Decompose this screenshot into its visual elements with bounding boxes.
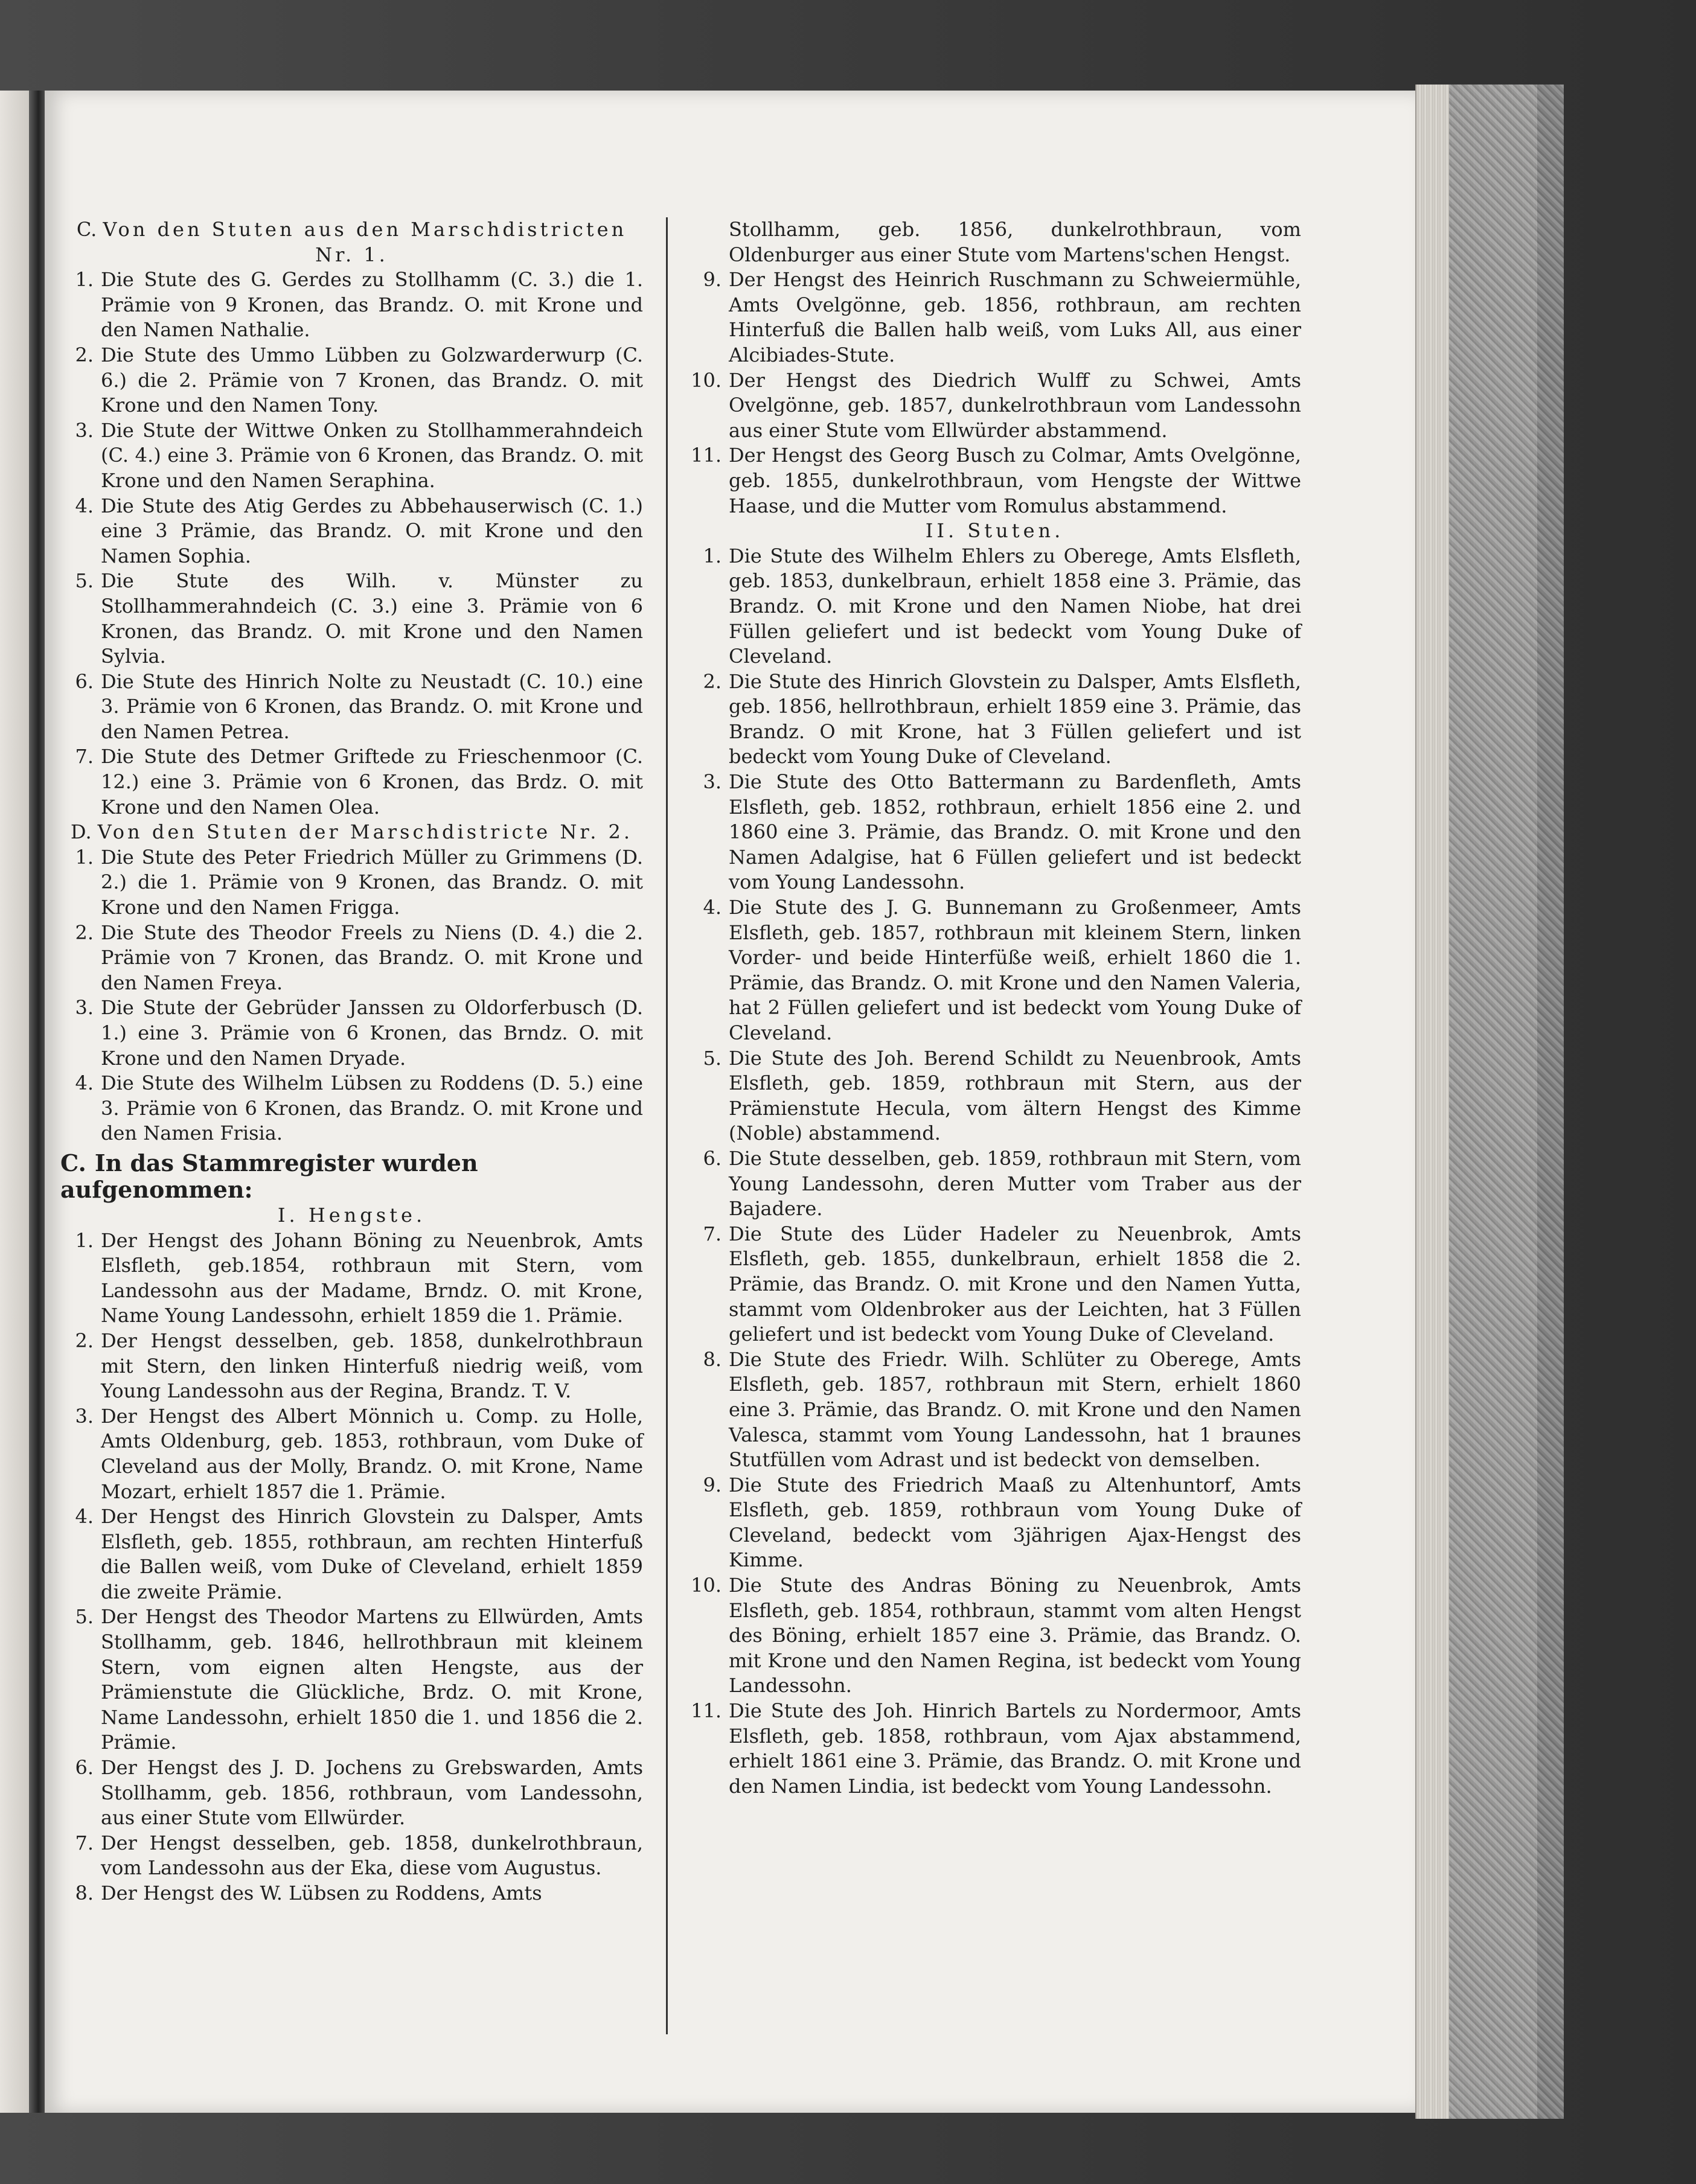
heading-text: Von den Stuten der Marschdistricte Nr. 2. xyxy=(97,820,633,844)
list-item: 9. Der Hengst des Heinrich Ruschmann zu Schweiermühle, Amts Ovelgönne, geb. 1856, rothbraun, am rechten Hinterfuß die Ballen halb weiß, vom Luks All, aus einer Alcibiades-Stute. xyxy=(703,268,1301,366)
list-item: 6. Die Stute desselben, geb. 1859, rothbraun mit Stern, vom Young Landessohn, deren Mutter vom Traber aus der Bajadere. xyxy=(703,1146,1301,1221)
entries-stuten xyxy=(688,544,1301,1799)
list-item: 3. Der Hengst des Albert Mönnich u. Comp. zu Holle, Amts Oldenburg, geb. 1853, rothbraun, vom Duke of Cleveland aus der Molly, Brandz. O. mit Krone, Name Mozart, erhielt 1857 die 1. Prämie. xyxy=(75,1404,643,1503)
list-item: 8. Die Stute des Friedr. Wilh. Schlüter zu Oberege, Amts Elsfleth, geb. 1857, rothbraun mit Stern, erhielt 1860 eine 3. Prämie, das Brandz. O. mit Krone und den Namen Valesca, stammt vom Young Landessohn, hat 1 braunes Stutfüllen vom Adrast und ist bedeckt von demselben. xyxy=(703,1347,1301,1472)
list-item: 5. Die Stute des Wilh. v. Münster zu Stollhammerahndeich (C. 3.) eine 3. Prämie von 6 Kronen, das Brandz. O. mit Krone und den Namen Sylvia. xyxy=(75,569,643,668)
list-item: 7. Der Hengst desselben, geb. 1858, dunkelrothbraun, vom Landessohn aus der Eka, diese vom Augustus. xyxy=(75,1831,643,1880)
list-item: 5. Die Stute des Joh. Berend Schildt zu Neuenbrook, Amts Elsfleth, geb. 1859, rothbraun mit Stern, aus der Prämienstute Hecula, vom ältern Hengst des Kimme (Noble) abstammend. xyxy=(703,1046,1301,1145)
heading-marsch-2 xyxy=(60,820,643,845)
list-item: 2. Die Stute des Hinrich Glovstein zu Dalsper, Amts Elsfleth, geb. 1856, hellrothbraun, erhielt 1859 eine 3. Prämie, das Brandz. O mit Krone, hat 3 Füllen geliefert und ist bedeckt vom Young Duke of Cleveland. xyxy=(703,669,1301,768)
list-item: 1. Die Stute des Peter Friedrich Müller zu Grimmens (D. 2.) die 1. Prämie von 9 Kronen, das Brandz. O. mit Krone und den Namen Frigga. xyxy=(75,845,643,919)
list-item: 4. Der Hengst des Hinrich Glovstein zu Dalsper, Amts Elsfleth, geb. 1855, rothbraun, am rechten Hinterfuß die Ballen weiß, vom Duke of Cleveland, erhielt 1859 die zweite Prämie. xyxy=(75,1505,643,1603)
subhead-stuten: II. Stuten. xyxy=(925,519,1064,543)
section-label: C. xyxy=(60,1149,86,1177)
list-item: 2. Der Hengst desselben, geb. 1858, dunkelrothbraun mit Stern, den linken Hinterfuß niedrig weiß, vom Young Landessohn aus der Regina, Brandz. T. V. xyxy=(75,1329,643,1403)
continuation-text: Stollhamm, geb. 1856, dunkelrothbraun, vom Oldenburger aus einer Stute vom Martens'schen Hengst. xyxy=(729,218,1301,266)
entries-marsch-1 xyxy=(60,267,643,820)
list-item: 3. Die Stute der Gebrüder Janssen zu Oldorferbusch (D. 1.) eine 3. Prämie von 6 Kronen, das Brndz. O. mit Krone und den Namen Dryade. xyxy=(75,996,643,1070)
list-item: 3. Die Stute des Otto Battermann zu Bardenfleth, Amts Elsfleth, geb. 1852, rothbraun, erhielt 1856 eine 2. und 1860 eine 3. Prämie, das Brandz. O. mit Krone und den Namen Adalgise, hat 6 Füllen geliefert und ist bedeckt vom Young Landessohn. xyxy=(703,770,1301,894)
list-item: 1. Die Stute des G. Gerdes zu Stollhamm (C. 3.) die 1. Prämie von 9 Kronen, das Brandz. O. mit Krone und den Namen Nathalie. xyxy=(75,268,643,342)
list-item: 2. Die Stute des Ummo Lübben zu Golzwarderwurp (C. 6.) die 2. Prämie von 7 Kronen, das Brandz. O. mit Krone und den Namen Tony. xyxy=(75,343,643,417)
entries-hengste-continued xyxy=(688,267,1301,519)
list-item: 7. Die Stute des Lüder Hadeler zu Neuenbrok, Amts Elsfleth, geb. 1855, dunkelbraun, erhielt 1858 die 2. Prämie, das Brandz. O. mit Krone und den Namen Yutta, stammt vom Oldenbroker aus der Leichten, hat 3 Füllen geliefert und ist bedeckt vom Young Duke of Cleveland. xyxy=(703,1222,1301,1346)
right-column xyxy=(688,217,1301,1799)
entries-hengste xyxy=(60,1228,643,1906)
list-item: 4. Die Stute des J. G. Bunnemann zu Großenmeer, Amts Elsfleth, geb. 1857, rothbraun mit kleinem Stern, linken Vorder- und beide Hinterfüße weiß, erhielt 1860 die 1. Prämie, das Brandz. O. mit Krone und den Namen Valeria, hat 2 Füllen geliefert und ist bedeckt vom Young Duke of Cleveland. xyxy=(703,896,1301,1044)
section-text: In das Stammregister wurden aufgenommen: xyxy=(60,1149,478,1203)
list-item: 4. Die Stute des Atig Gerdes zu Abbehauserwisch (C. 1.) eine 3 Prämie, das Brandz. O. mit Krone und den Namen Sophia. xyxy=(75,494,643,567)
heading-label: C. xyxy=(76,218,97,241)
list-item: 10. Der Hengst des Diedrich Wulff zu Schwei, Amts Ovelgönne, geb. 1857, dunkelrothbraun vom Landessohn aus einer Stute vom Ellwürder abstammend. xyxy=(691,368,1301,442)
section-title-stammregister xyxy=(60,1150,643,1203)
list-item: 10. Die Stute des Andras Böning zu Neuenbrok, Amts Elsfleth, geb. 1854, rothbraun, stammt vom alten Hengst des Böning, erhielt 1857 eine 3. Prämie, das Brandz. O. mit Krone und den Namen Regina, ist bedeckt vom Young Landessohn. xyxy=(691,1574,1301,1697)
book-cover-edge xyxy=(1449,85,1564,2119)
book-gutter xyxy=(29,91,45,2113)
list-item: 4. Die Stute des Wilhelm Lübsen zu Roddens (D. 5.) eine 3. Prämie von 6 Kronen, das Brandz. O. mit Krone und den Namen Frisia. xyxy=(75,1071,643,1145)
heading-marsch-1 xyxy=(60,217,643,267)
column-divider xyxy=(666,217,668,2034)
heading-text: Von den Stuten aus den Marschdistricten Nr. 1. xyxy=(103,218,627,266)
list-item: 9. Die Stute des Friedrich Maaß zu Altenhuntorf, Amts Elsfleth, geb. 1859, rothbraun vom Young Duke of Cleveland, bedeckt vom 3jährigen Ajax-Hengst des Kimme. xyxy=(703,1473,1301,1572)
subhead-hengste: I. Hengste. xyxy=(277,1203,426,1227)
left-column xyxy=(60,217,643,1906)
entries-marsch-2 xyxy=(60,845,643,1146)
left-page-edge xyxy=(0,91,29,2113)
list-item: 3. Die Stute der Wittwe Onken zu Stollhammerahndeich (C. 4.) eine 3. Prämie von 6 Kronen, das Brandz. O. mit Krone und den Namen Seraphina. xyxy=(75,418,643,492)
list-item: 5. Der Hengst des Theodor Martens zu Ellwürden, Amts Stollhamm, geb. 1846, hellrothbraun mit kleinem Stern, vom eignen alten Hengste, aus der Prämienstute die Glückliche, Brdz. O. mit Krone, Name Landessohn, erhielt 1850 die 1. und 1856 die 2. Prämie. xyxy=(75,1605,643,1754)
list-item: 7. Die Stute des Detmer Griftede zu Frieschenmoor (C. 12.) eine 3. Prämie von 6 Kronen, das Brdz. O. mit Krone und den Namen Olea. xyxy=(75,745,643,819)
heading-label: D. xyxy=(70,820,92,844)
list-item: 8. Der Hengst des W. Lübsen zu Roddens, Amts xyxy=(75,1882,542,1905)
list-item: 1. Die Stute des Wilhelm Ehlers zu Oberege, Amts Elsfleth, geb. 1853, dunkelbraun, erhielt 1858 eine 3. Prämie, das Brandz. O. mit Krone und den Namen Niobe, hat drei Füllen geliefert und ist bedeckt vom Young Duke of Cleveland. xyxy=(703,544,1301,668)
list-item: 6. Die Stute des Hinrich Nolte zu Neustadt (C. 10.) eine 3. Prämie von 6 Kronen, das Brandz. O. mit Krone und den Namen Petrea. xyxy=(75,669,643,743)
list-item: 1. Der Hengst des Johann Böning zu Neuenbrok, Amts Elsfleth, geb.1854, rothbraun mit Stern, vom Landessohn aus der Madame, Brndz. O. mit Krone, Name Young Landessohn, erhielt 1859 die 1. Prämie. xyxy=(75,1228,643,1327)
list-item: 11. Der Hengst des Georg Busch zu Colmar, Amts Ovelgönne, geb. 1855, dunkelrothbraun, vom Hengste der Wittwe Haase, und die Mutter vom Romulus abstammend. xyxy=(691,444,1301,517)
list-item: 6. Der Hengst des J. D. Jochens zu Grebswarden, Amts Stollhamm, geb. 1856, rothbraun, vom Landessohn, aus einer Stute vom Ellwürder. xyxy=(75,1756,643,1830)
list-item: 2. Die Stute des Theodor Freels zu Niens (D. 4.) die 2. Prämie von 7 Kronen, das Brandz. O. mit Krone und den Namen Freya. xyxy=(75,921,643,994)
list-item: 11. Die Stute des Joh. Hinrich Bartels zu Nordermoor, Amts Elsfleth, geb. 1858, rothbraun, vom Ajax abstammend, erhielt 1861 eine 3. Prämie, das Brandz. O. mit Krone und den Namen Lindia, ist bedeckt vom Young Landessohn. xyxy=(691,1699,1301,1798)
